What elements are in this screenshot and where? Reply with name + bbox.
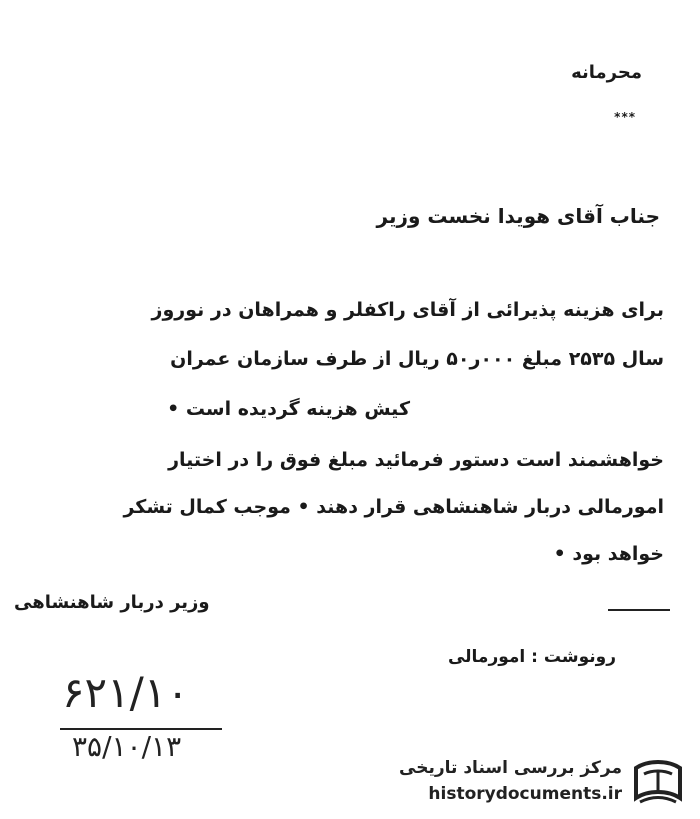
copy-to-line: رونوشت : امورمالی	[447, 647, 616, 667]
classification-stars: ***	[614, 110, 636, 124]
body-line: خواهشمند است دستور فرمائید مبلغ فوق را در اختیار	[168, 449, 664, 471]
body-line: امورمالی دربار شاهنشاهی قرار دهند • موجب کمال تشکر	[123, 496, 664, 518]
classification-label: محرمانه	[571, 62, 642, 83]
body-line: خواهد بود •	[553, 543, 664, 565]
addressee-line: جناب آقای هویدا نخست وزیر	[376, 204, 660, 228]
watermark-title: مرکز بررسی اسناد تاریخی	[399, 758, 622, 778]
body-line: کیش هزینه گردیده است •	[167, 398, 410, 420]
handwritten-date: ۳۵/۱۰/۱۳	[72, 730, 182, 763]
watermark-url: historydocuments.ir	[428, 784, 622, 804]
body-line: سال ۲۵۳۵ مبلغ ۰۰۰ر۵۰ ریال از طرف سازمان عمران	[170, 348, 664, 370]
handwritten-reference-number: ۶۲۱/۱۰	[62, 668, 189, 717]
archive-watermark	[400, 756, 690, 812]
signature-divider	[608, 609, 670, 611]
archive-logo-icon	[630, 758, 686, 810]
signature-title: وزیر دربار شاهنشاهی	[14, 592, 210, 613]
body-line: برای هزینه پذیرائی از آقای راکفلر و همراهان در نوروز	[151, 299, 664, 321]
